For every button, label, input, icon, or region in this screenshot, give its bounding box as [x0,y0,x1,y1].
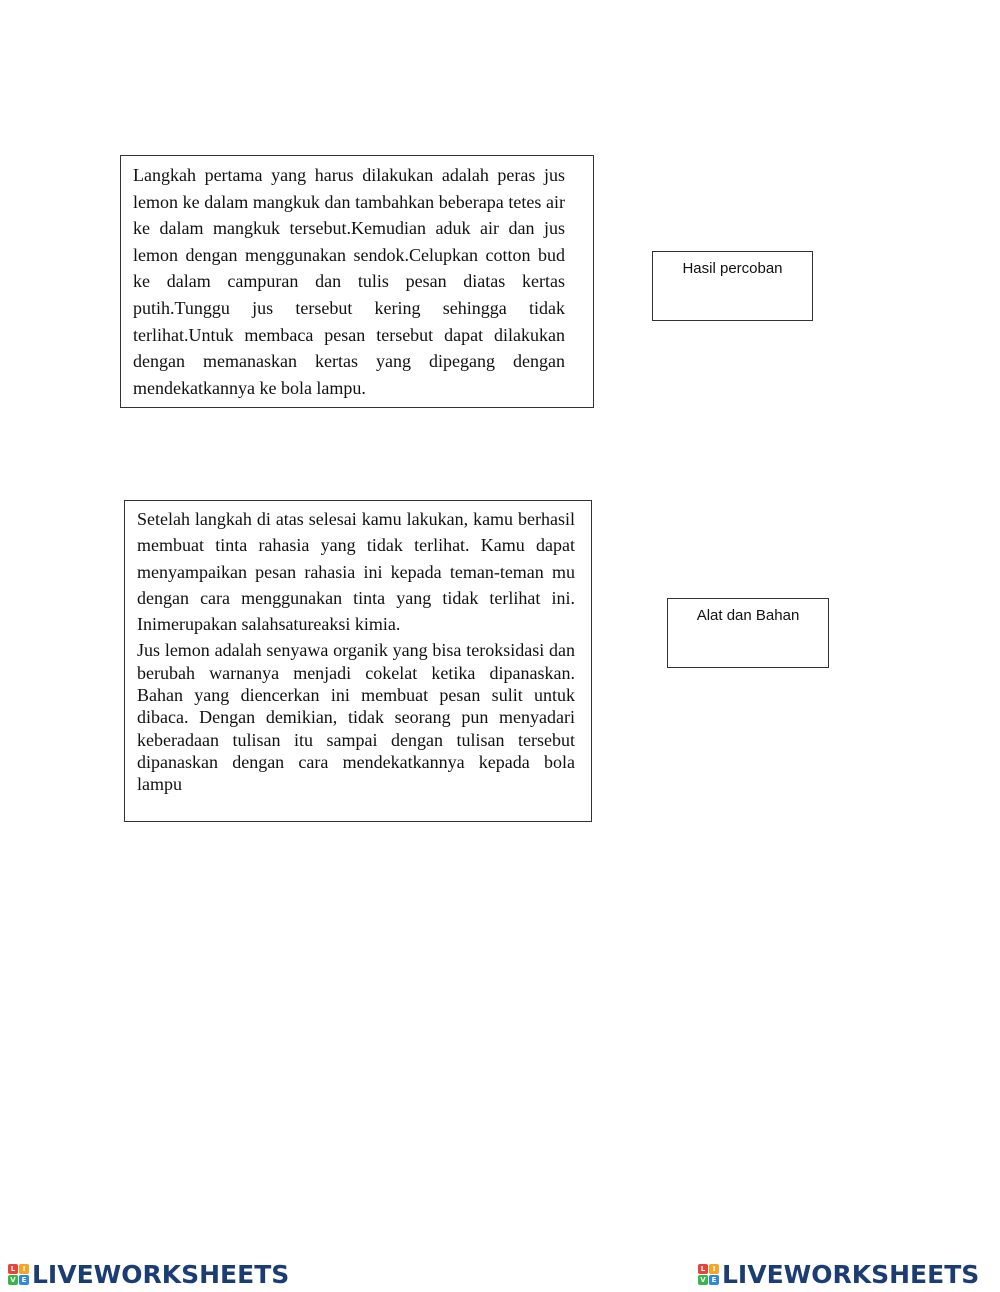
result-paragraph-1: Setelah langkah di atas selesai kamu lakukan, kamu berhasil membuat tinta rahasia yang tidak terlihat. Kamu dapat menyampaikan pesan rahasia ini kepada teman-teman mu dengan cara menggunakan tinta yang tidak terlihat ini. Inimerupakan salahsatureaksi kimia. [137,509,575,635]
liveworksheets-mark-icon [8,1264,29,1285]
drop-target-hasil-percoban[interactable] [652,251,813,321]
logo-text: LIVEWORKSHEETS [32,1260,290,1289]
logo-text: LIVEWORKSHEETS [722,1260,980,1289]
logo-letter: E [19,1275,29,1285]
result-text-box [124,500,592,822]
steps-paragraph: Langkah pertama yang harus dilakukan adalah peras jus lemon ke dalam mangkuk dan tambahkan beberapa tetes air ke dalam mangkuk tersebut.Kemudian aduk air dan jus lemon dengan menggunakan sendok.Celupkan cotton bud ke dalam campuran dan tulis pesan diatas kertas putih.Tunggu jus tersebut kering sehingga tidak terlihat.Untuk membaca pesan tersebut dapat dilakukan dengan memanaskan kertas yang dipegang dengan mendekatkannya ke bola lampu. [133,165,565,398]
liveworksheets-logo [8,1260,289,1289]
drop-target-alat-dan-bahan[interactable] [667,598,829,668]
steps-text-box [120,155,594,408]
logo-letter: L [8,1264,18,1274]
logo-letter: V [8,1275,18,1285]
drop-target-label: Alat dan Bahan [696,607,800,624]
liveworksheets-mark-icon [698,1264,719,1285]
result-paragraph-2: Jus lemon adalah senyawa organik yang bisa teroksidasi dan berubah warnanya menjadi cokelat ketika dipanaskan. Bahan yang diencerkan ini membuat pesan sulit untuk dibaca. Dengan demikian, tidak seorang pun menyadari keberadaan tulisan itu sampai dengan tulisan tersebut dipanaskan dengan cara mendekatkannya kepada bola lampu [137,640,575,795]
logo-letter: E [709,1275,719,1285]
logo-letter: I [709,1264,719,1274]
logo-letter: L [698,1264,708,1274]
logo-letter: V [698,1275,708,1285]
liveworksheets-logo [698,1260,979,1289]
drop-target-label: Hasil percoban [682,260,783,277]
logo-letter: I [19,1264,29,1274]
